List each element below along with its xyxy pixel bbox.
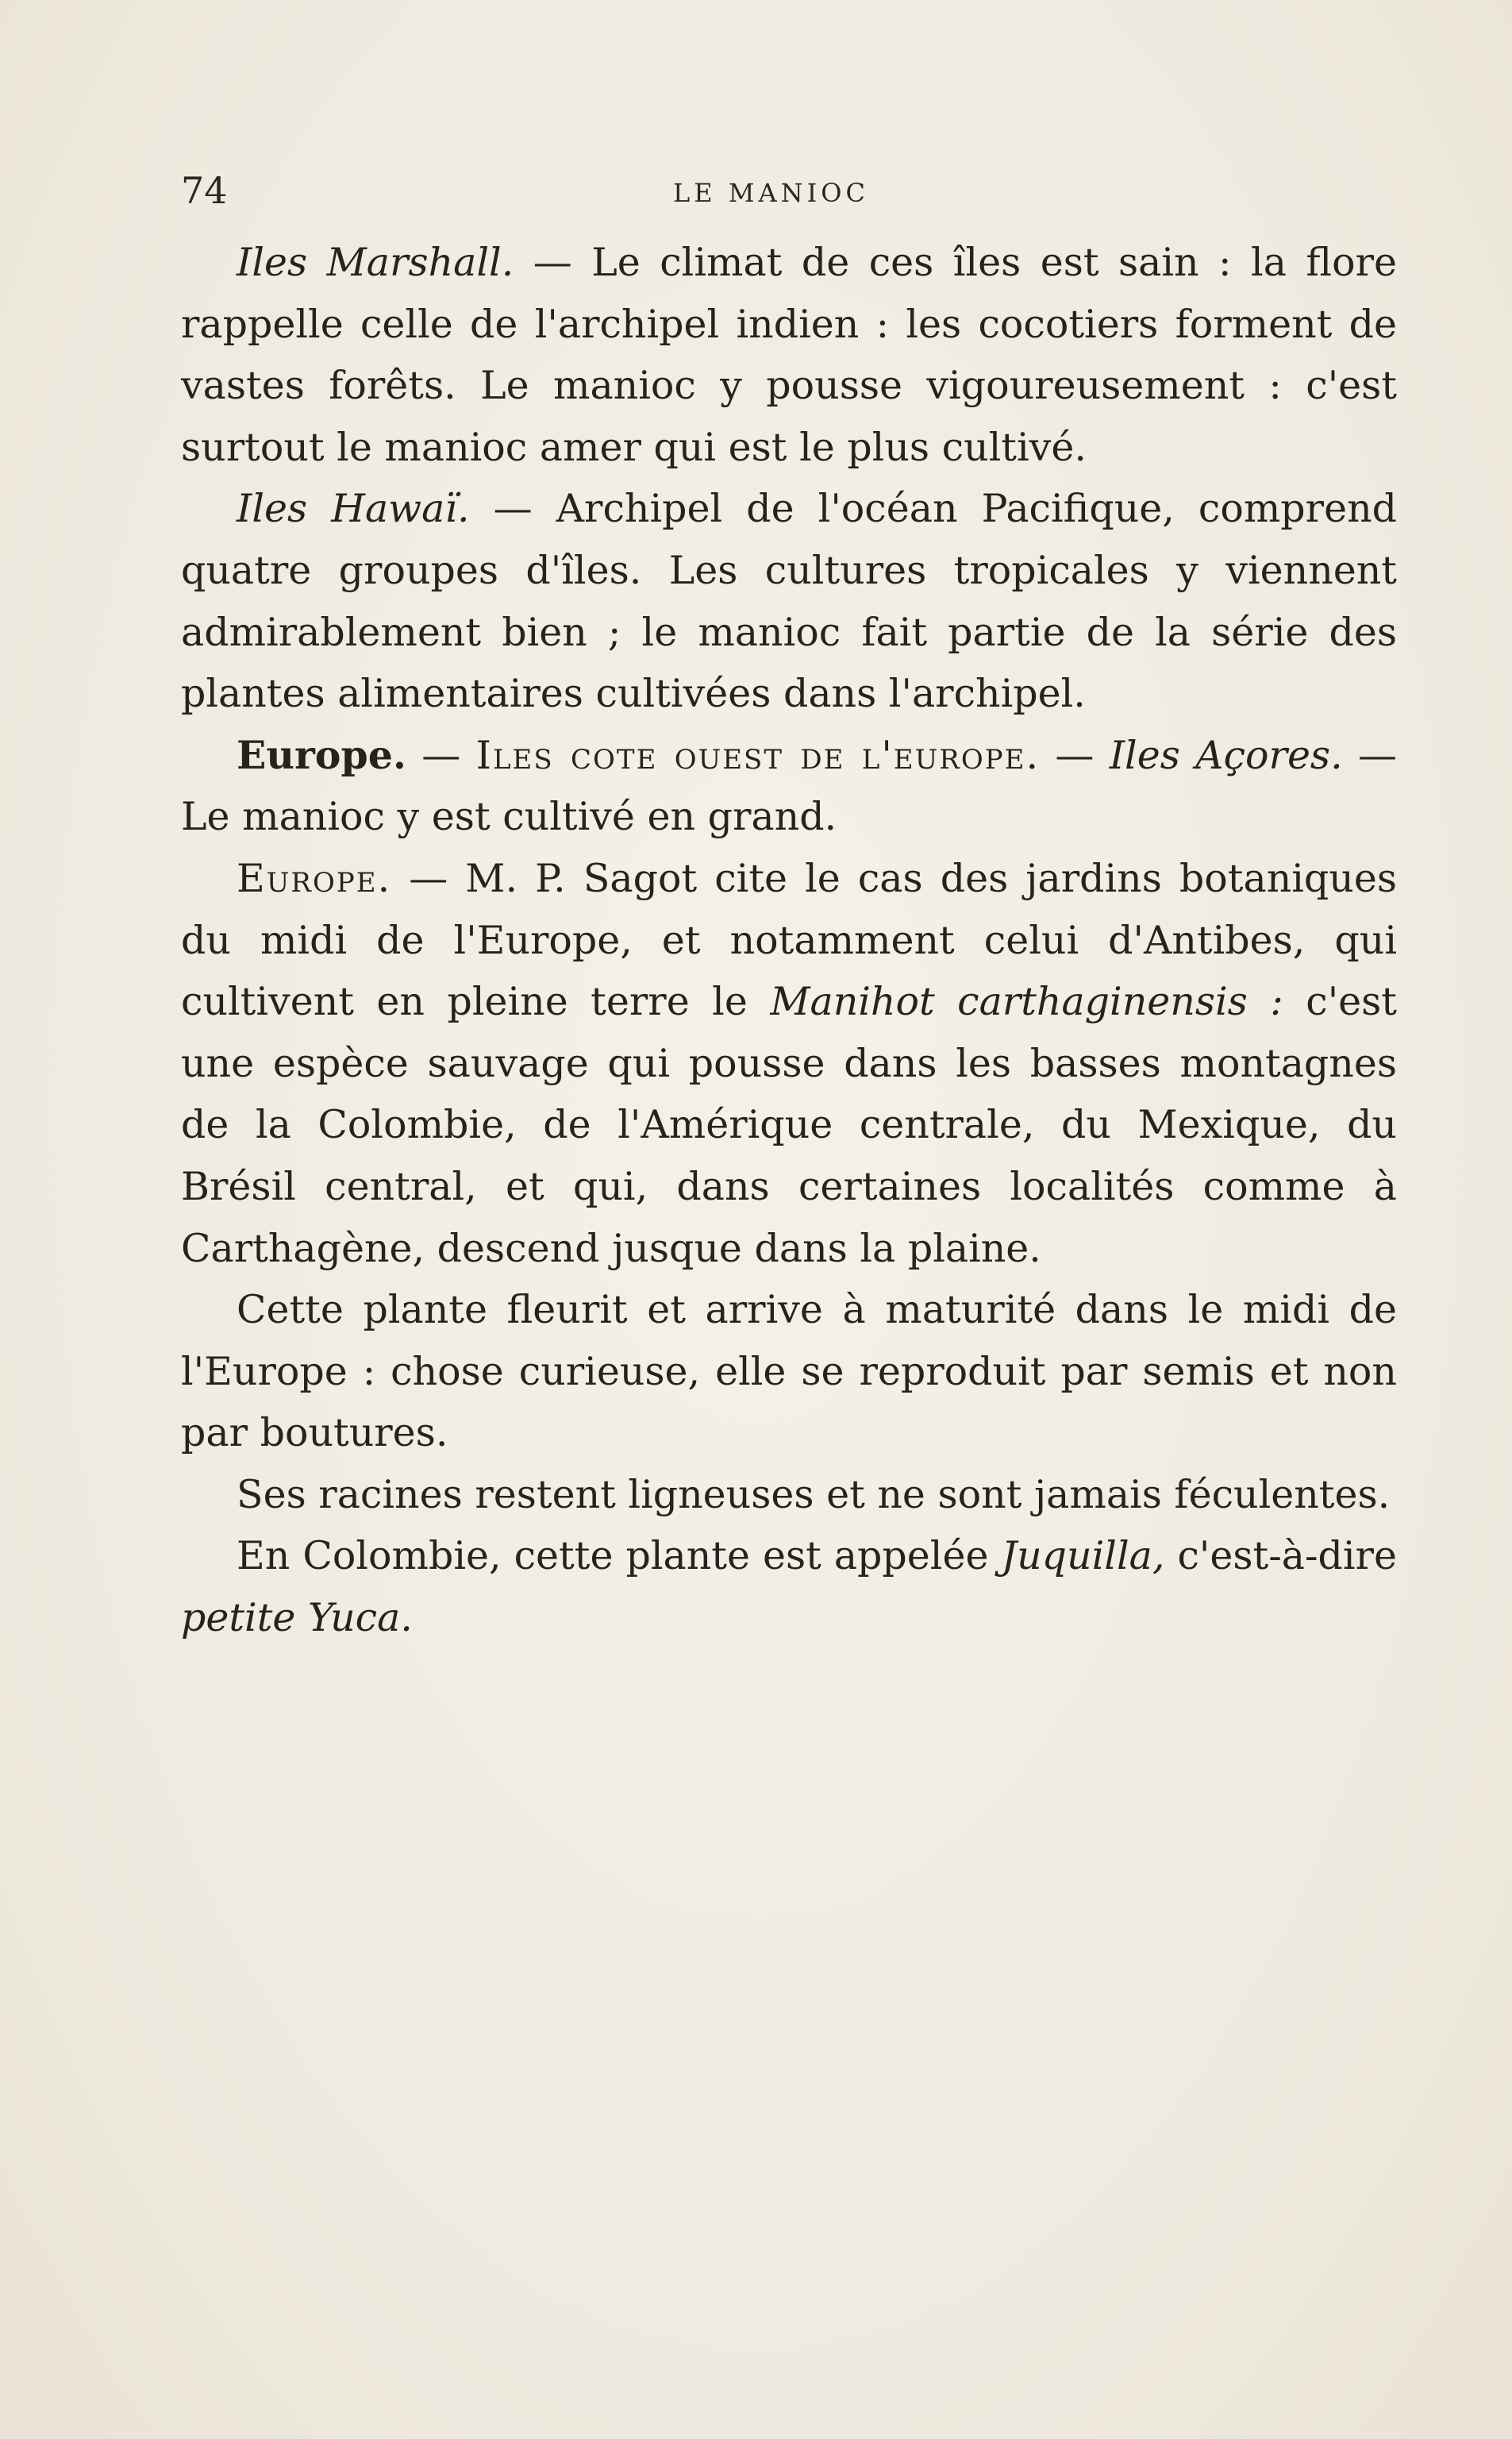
section-heading: Europe. [237,731,406,778]
body-text [181,232,1397,1649]
page-number: 74 [181,169,228,212]
local-name: Juquilla, [1001,1533,1165,1579]
paragraph-text: — Le manioc y est cultivé en grand. [181,732,1397,840]
translation: petite Yuca. [181,1595,413,1641]
paragraph-text: c'est une espèce sauvage qui pousse dans les basses montagnes de la Colombie, de l'Amérique centrale, du Mexique, du Brésil central, et qui, dans certaines localités comme à Carthagène, descend jusque dans la plaine. [181,979,1397,1271]
dash: — [1040,732,1110,778]
running-title: LE MANIOC [673,178,870,208]
paragraph-iles-hawai [181,478,1397,724]
place-name: Iles Açores. [1109,732,1343,778]
paragraph-text: Cette plante fleurit et arrive à maturité dans le midi de l'Europe : chose curieuse, elle se reproduit par semis et non par boutures. [181,1287,1397,1456]
place-name: Iles Marshall. [237,240,514,285]
subsection-heading: Iles cote ouest de l'europe. [475,732,1041,778]
paragraph-flowering [181,1279,1397,1464]
paragraph-text: Ses racines restent ligneuses et ne sont jamais féculentes. [237,1471,1391,1517]
species-name: Manihot carthaginensis : [770,979,1283,1025]
paragraph-europe-sagot [181,848,1397,1279]
paragraph-colombia [181,1525,1397,1648]
section-heading: Europe. [237,855,392,901]
paragraph-text: c'est-à-dire [1164,1533,1397,1579]
paragraph-text: — Le climat de ces îles est sain : la flore rappelle celle de l'archipel indien : les cocotiers forment de vastes forêts. Le manioc y pousse vigoureusement : c'est surtout le manioc amer qui est le plus cultivé. [181,240,1397,470]
dash: — [406,732,476,778]
paragraph-text: — Archipel de l'océan Pacifique, comprend quatre groupes d'îles. Les cultures tropicales y viennent admirablement bien ; le manioc fait partie de la série des plantes alimentaires cultivées dans l'archipel. [181,486,1397,717]
paragraph-text: — M. P. Sagot cite le cas des jardins botaniques du midi de l'Europe, et notamment celui d'Antibes, qui cultivent en pleine terre le [181,855,1397,1025]
paragraph-text: En Colombie, cette plante est appelée [237,1533,1002,1579]
place-name: Iles Hawaï. [237,486,470,532]
running-head [181,163,1397,218]
paragraph-roots [181,1464,1397,1526]
paragraph-iles-marshall [181,232,1397,478]
paragraph-europe-acores [181,725,1397,848]
